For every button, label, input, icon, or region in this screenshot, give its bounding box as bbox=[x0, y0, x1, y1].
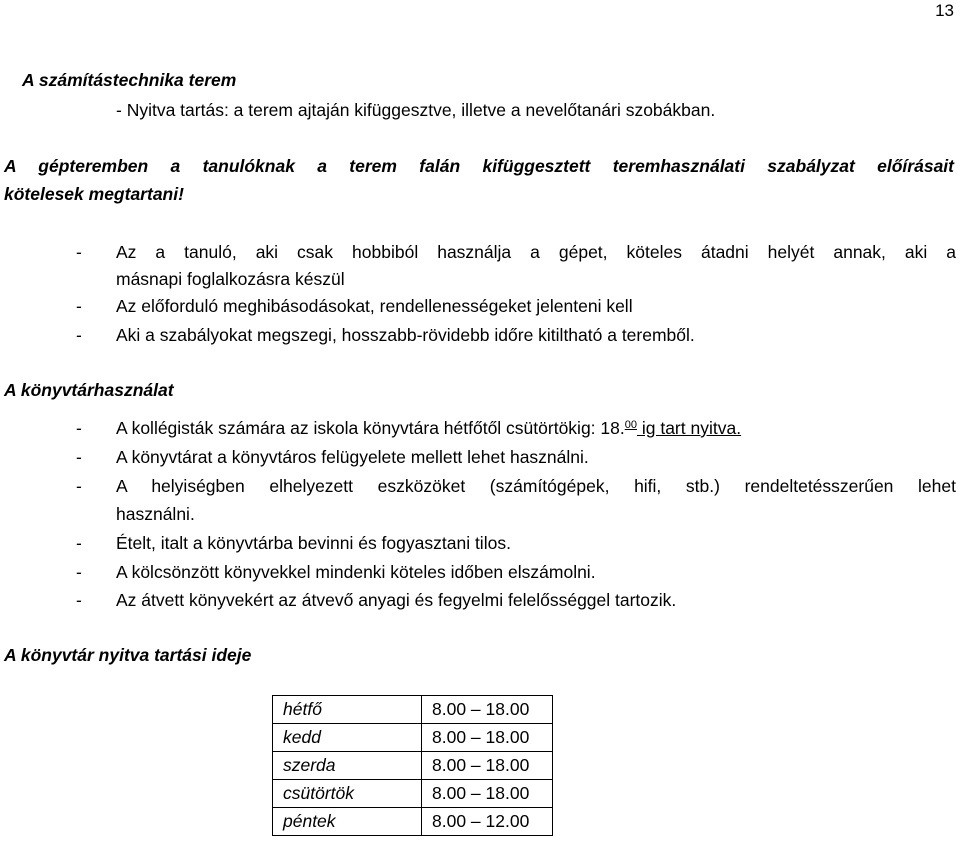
library-rule-item-1-prefix: A kollégisták számára az iskola könyvtára hétfőtől csütörtökig: 18. bbox=[116, 418, 625, 438]
computer-rule-item-1-line-1: Az a tanuló, aki csak hobbiból használja a gépet, köteles átadni helyét annak, aki a bbox=[116, 242, 956, 262]
computer-room-rule-line-1: A gépteremben a tanulóknak a terem falán kifüggesztett teremhasználati szabályzat előírásait bbox=[4, 156, 954, 176]
list-bullet: - bbox=[76, 590, 82, 610]
computer-rule-item-1-line-2: másnapi foglalkozásra készül bbox=[116, 269, 345, 289]
library-rule-item-2: A könyvtárat a könyvtáros felügyelete mellett lehet használni. bbox=[116, 447, 589, 467]
library-rule-item-4: Ételt, italt a könyvtárba bevinni és fogyasztani tilos. bbox=[116, 533, 511, 553]
opening-hours-table bbox=[272, 695, 553, 836]
library-rule-item-1-superscript: 00 bbox=[624, 419, 637, 431]
table-row bbox=[273, 808, 553, 836]
time-cell: 8.00 – 18.00 bbox=[422, 696, 553, 724]
computer-room-title: A számítástechnika terem bbox=[22, 70, 237, 90]
list-bullet: - bbox=[76, 325, 82, 345]
computer-room-rule-line-2: kötelesek megtartani! bbox=[4, 184, 184, 204]
time-cell: 8.00 – 12.00 bbox=[422, 808, 553, 836]
table-row bbox=[273, 724, 553, 752]
computer-rule-item-2: Az előforduló meghibásodásokat, rendellenességeket jelenteni kell bbox=[116, 296, 633, 316]
list-bullet: - bbox=[76, 476, 82, 496]
list-bullet: - bbox=[76, 562, 82, 582]
time-cell: 8.00 – 18.00 bbox=[422, 752, 553, 780]
library-rule-item-1 bbox=[116, 418, 741, 439]
table-row bbox=[273, 696, 553, 724]
table-row bbox=[273, 752, 553, 780]
day-cell: szerda bbox=[273, 752, 422, 780]
computer-rule-item-3: Aki a szabályokat megszegi, hosszabb-rövidebb időre kitiltható a teremből. bbox=[116, 325, 695, 345]
library-usage-title: A könyvtárhasználat bbox=[4, 380, 174, 400]
library-rule-item-1-suffix: ig tart nyitva. bbox=[636, 418, 742, 438]
day-cell: péntek bbox=[273, 808, 422, 836]
library-hours-title: A könyvtár nyitva tartási ideje bbox=[4, 645, 252, 665]
library-rule-item-3-line-2: használni. bbox=[116, 504, 195, 524]
day-cell: hétfő bbox=[273, 696, 422, 724]
computer-room-opening-hours: - Nyitva tartás: a terem ajtaján kifüggesztve, illetve a nevelőtanári szobákban. bbox=[116, 100, 716, 120]
table-row bbox=[273, 780, 553, 808]
list-bullet: - bbox=[76, 447, 82, 467]
list-bullet: - bbox=[76, 533, 82, 553]
list-bullet: - bbox=[76, 242, 82, 262]
day-cell: csütörtök bbox=[273, 780, 422, 808]
page-number: 13 bbox=[935, 1, 954, 20]
day-cell: kedd bbox=[273, 724, 422, 752]
list-bullet: - bbox=[76, 296, 82, 316]
library-rule-item-6: Az átvett könyvekért az átvevő anyagi és fegyelmi felelősséggel tartozik. bbox=[116, 590, 677, 610]
time-cell: 8.00 – 18.00 bbox=[422, 724, 553, 752]
library-rule-item-5: A kölcsönzött könyvekkel mindenki köteles időben elszámolni. bbox=[116, 562, 596, 582]
list-bullet: - bbox=[76, 418, 82, 438]
time-cell: 8.00 – 18.00 bbox=[422, 780, 553, 808]
library-rule-item-3-line-1: A helyiségben elhelyezett eszközöket (számítógépek, hifi, stb.) rendeltetésszerűen lehet bbox=[116, 476, 956, 496]
